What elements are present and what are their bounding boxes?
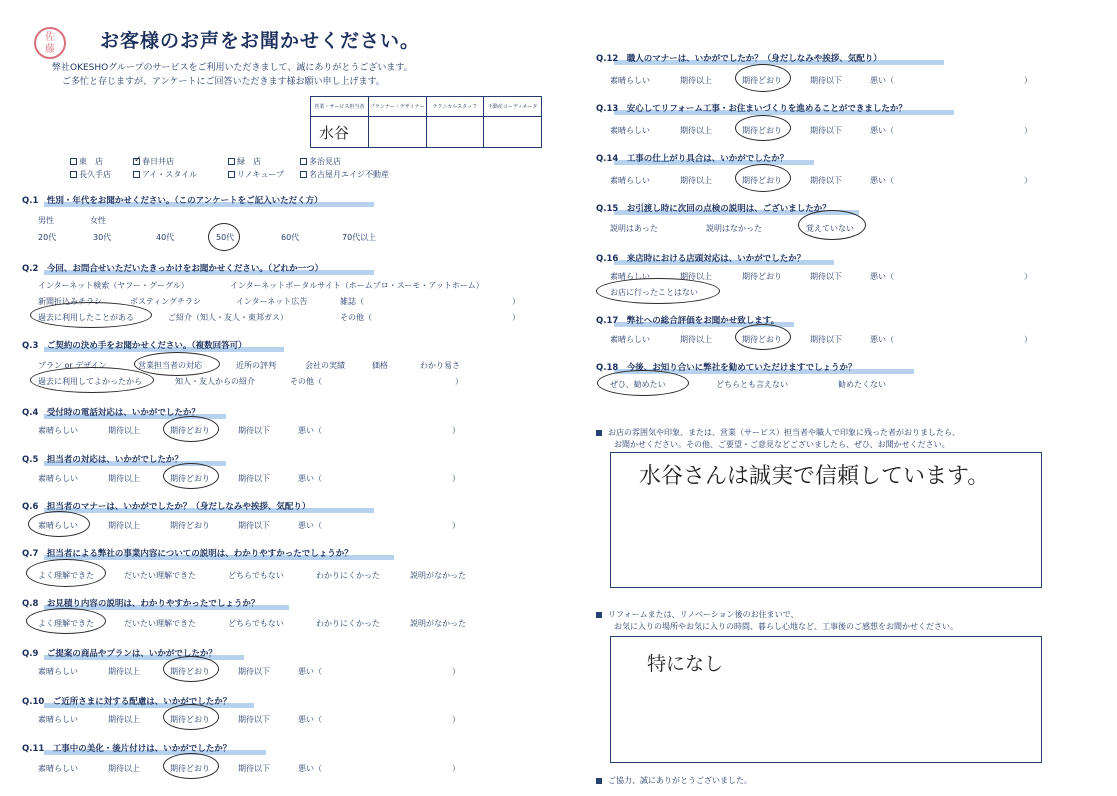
page-title: お客様のお声をお聞かせください。 [100,30,421,52]
intro-line-2: ご多忙と存じますが、アンケートにご回答いただきます様お願い申し上げます。 [62,77,385,87]
comment2-prompt-b: お気に入りの場所やお気に入りの時間、暮らし心地など、工事後のご感想をお聞かせください。 [614,622,958,631]
q3-answer-circle-past [30,367,154,393]
q12-answer-circle [735,64,791,92]
q14-opt-bad-close: ） [1024,176,1032,185]
q9-opt-below[interactable]: 期待以下 [238,667,270,676]
q2-opt-magazine-close: ） [512,297,520,306]
q5-opt-excellent[interactable]: 素晴らしい [38,474,78,483]
store-kasugai[interactable]: ✓ 春日井店 [134,155,174,166]
q2-opt-magazine[interactable]: 雑誌（ [340,297,364,306]
store-renocube[interactable]: リノキューブ [228,170,284,180]
q13-title: Q.13 安心してリフォーム工事・お住まいづくりを進めることができましたか？ [596,104,907,114]
q14-opt-expected[interactable]: 期待どおり [742,176,782,185]
q11-opt-below[interactable]: 期待以下 [238,764,270,773]
checkbox[interactable] [228,158,235,165]
q11-answer-circle [163,753,219,779]
q11-opt-expected[interactable]: 期待どおり [170,764,210,773]
hanko-stamp [34,27,66,59]
q16-opt-never[interactable]: お店に行ったことはない [610,288,698,297]
q11-opt-above[interactable]: 期待以上 [108,764,140,773]
checkbox[interactable] [228,171,235,178]
q13-opt-below[interactable]: 期待以下 [810,126,842,135]
q18-title: Q.18 今後、お知り合いに弊社を勧めていただけますでしょうか？ [596,363,857,373]
q3-opt-past[interactable]: 過去に利用してよかったから [38,377,142,386]
q18-opt-yes[interactable]: ぜひ、勧めたい [610,380,666,389]
q11-opt-bad-close: ） [452,764,460,773]
store-nagakute[interactable]: 長久手店 [70,170,111,180]
q7-opt-very[interactable]: よく理解できた [38,571,94,580]
q5-opt-expected[interactable]: 期待どおり [170,474,210,483]
checkbox[interactable] [133,171,140,178]
q9-opt-excellent[interactable]: 素晴らしい [38,667,78,676]
q13-opt-excellent[interactable]: 素晴らしい [610,126,650,135]
q2-opt-flyer[interactable]: 新聞折込みチラシ [38,297,102,306]
q1-title: Q.1 性別・年代をお聞かせください。（このアンケートをご記入いただく方） [22,196,323,206]
q10-opt-below[interactable]: 期待以下 [238,715,270,724]
q4-opt-above[interactable]: 期待以上 [108,426,140,435]
q11-opt-excellent[interactable]: 素晴らしい [38,764,78,773]
q1-opt-20s[interactable]: 20代 [38,233,57,242]
q10-opt-bad[interactable]: 悪い（ [298,715,322,724]
q7-opt-mostly[interactable]: だいたい理解できた [124,571,196,580]
q1-opt-60s[interactable]: 60代 [281,233,300,242]
q2-opt-portal[interactable]: インターネットポータルサイト（ホームプロ・スーモ・アットホーム） [230,281,484,290]
q9-opt-above[interactable]: 期待以上 [108,667,140,676]
q9-opt-expected[interactable]: 期待どおり [170,667,210,676]
q15-opt-yes[interactable]: 説明はあった [610,224,658,233]
q3-opt-price[interactable]: 価格 [372,361,388,370]
q6-opt-below[interactable]: 期待以下 [238,521,270,530]
q15-opt-no[interactable]: 説明はなかった [706,224,762,233]
comment2-answer: 特になし [647,653,724,675]
q3-title: Q.3 ご契約の決め手をお聞かせください。（複数回答可） [22,341,247,351]
q13-opt-bad-close: ） [1024,126,1032,135]
q17-title: Q.17 弊社への総合評価をお聞かせ致します。 [596,316,780,326]
q2-opt-other-close: ） [512,313,520,322]
store-midori[interactable]: 緑 店 [228,157,261,167]
comment2-box[interactable] [610,636,1042,763]
q2-opt-posting[interactable]: ポスティングチラシ [130,297,202,306]
q15-answer-circle [798,210,866,240]
q13-opt-bad[interactable]: 悪い（ [870,126,894,135]
q4-opt-expected[interactable]: 期待どおり [170,426,210,435]
q8-opt-unclear[interactable]: わかりにくかった [316,619,380,628]
q14-opt-below[interactable]: 期待以下 [810,176,842,185]
q12-title: Q.12 職人のマナーは、いかがでしたか？（身だしなみや挨拶、気配り） [596,54,882,64]
checkbox[interactable] [300,158,307,165]
q6-opt-expected[interactable]: 期待どおり [170,521,210,530]
q4-title: Q.4 受付時の電話対応は、いかがでしたか？ [22,408,200,418]
q13-answer-circle [735,115,791,141]
q12-opt-bad[interactable]: 悪い（ [870,76,894,85]
q15-opt-dontremember[interactable]: 覚えていない [806,224,854,233]
q2-opt-past[interactable]: 過去に利用したことがある [38,313,134,322]
q10-opt-excellent[interactable]: 素晴らしい [38,715,78,724]
comment1-prompt-b: お聞かせください。その他、ご要望・ご意見などございましたら、ぜひ、お聞かせください。 [614,440,950,449]
q17-opt-bad[interactable]: 悪い（ [870,335,894,344]
checkbox-checked[interactable]: ✓ [134,155,142,165]
q3-opt-plan[interactable]: プラン or デザイン [38,361,107,370]
bullet-square-icon [596,430,602,436]
q16-opt-below[interactable]: 期待以下 [810,272,842,281]
q10-answer-circle [163,704,219,730]
q12-opt-expected[interactable]: 期待どおり [742,76,782,85]
q16-answer-circle [596,278,720,304]
q6-opt-excellent[interactable]: 素晴らしい [38,521,78,530]
staff-col-sales: 営業・サービス担当者 [311,97,369,116]
staff-col-planner: プランナー・デザイナー [369,97,427,116]
q7-title: Q.7 担当者による弊社の事業内容についての説明は、わかりやすかったでしょうか？ [22,549,353,559]
store-istyle[interactable]: アイ・スタイル [133,170,197,180]
q4-opt-bad-close: ） [452,426,460,435]
q5-answer-circle [163,463,219,489]
q4-opt-bad[interactable]: 悪い（ [298,426,322,435]
q3-answer-circle-sales [134,352,220,376]
q16-opt-expected[interactable]: 期待どおり [742,272,782,281]
q12-opt-below[interactable]: 期待以下 [810,76,842,85]
thanks-line: ご協力、誠にありがとうございました。 [596,776,752,786]
staff-sales-handwritten: 水谷 [319,124,350,142]
store-tajimi[interactable]: 多治見店 [300,157,341,167]
q3-opt-other-close: ） [455,377,463,386]
q11-opt-bad[interactable]: 悪い（ [298,764,322,773]
q3-opt-reputation[interactable]: 近所の評判 [236,361,276,370]
q2-opt-search[interactable]: インターネット検索（ヤフー・グーグル） [38,281,189,290]
q18-opt-neutral[interactable]: どちらとも言えない [716,380,788,389]
q1-opt-male[interactable]: 男性 [38,216,54,225]
q1-answer-circle [208,223,240,251]
staff-table [310,96,542,148]
q16-opt-above[interactable]: 期待以上 [680,272,712,281]
checkbox[interactable] [300,171,307,178]
q1-opt-40s[interactable]: 40代 [156,233,175,242]
comment1-answer: 水谷さんは誠実で信頼しています。 [639,464,990,489]
q6-title: Q.6 担当者のマナーは、いかがでしたか？（身だしなみや挨拶、気配り） [22,502,311,512]
q3-opt-record[interactable]: 会社の実績 [305,361,345,370]
q9-title: Q.9 ご提案の商品やプランは、いかがでしたか？ [22,649,217,659]
q16-opt-excellent[interactable]: 素晴らしい [610,272,650,281]
q16-title: Q.16 来店時における店頭対応は、いかがでしたか？ [596,254,806,264]
q9-answer-circle [163,656,219,682]
q6-opt-bad[interactable]: 悪い（ [298,521,322,530]
q14-opt-bad[interactable]: 悪い（ [870,176,894,185]
store-realestate[interactable]: 名古屋月エイジ不動産 [300,170,389,180]
q8-opt-very[interactable]: よく理解できた [38,619,94,628]
q17-opt-excellent[interactable]: 素晴らしい [610,335,650,344]
q3-opt-friend[interactable]: 知人・友人からの紹介 [175,377,255,386]
bullet-square-icon [596,612,602,618]
q7-opt-unclear[interactable]: わかりにくかった [316,571,380,580]
q6-opt-above[interactable]: 期待以上 [108,521,140,530]
q2-opt-referral[interactable]: ご紹介（知人・友人・東邦ガス） [168,313,288,322]
checkbox[interactable] [70,158,77,165]
q5-title: Q.5 担当者の対応は、いかがでしたか？ [22,455,183,465]
q5-opt-below[interactable]: 期待以下 [238,474,270,483]
intro-line-1: 弊社OKESHOグループのサービスをご利用いただきまして、誠にありがとうございます。 [52,63,413,73]
q1-opt-30s[interactable]: 30代 [93,233,112,242]
q14-title: Q.14 工事の仕上がり具合は、いかがでしたか？ [596,154,789,164]
q17-opt-below[interactable]: 期待以下 [810,335,842,344]
q1-opt-female[interactable]: 女性 [90,216,106,225]
q15-title: Q.15 お引渡し時に次回の点検の説明は、ございましたか？ [596,204,831,214]
q3-opt-other[interactable]: その他（ [290,377,322,386]
staff-col-tech: テクニカルスタッフ [427,97,485,116]
q17-answer-circle [735,324,791,350]
q5-opt-bad-close: ） [452,474,460,483]
q2-opt-netad[interactable]: インターネット広告 [236,297,308,306]
q17-opt-expected[interactable]: 期待どおり [742,335,782,344]
q4-opt-below[interactable]: 期待以下 [238,426,270,435]
q10-opt-expected[interactable]: 期待どおり [170,715,210,724]
q2-opt-other[interactable]: その他（ [340,313,372,322]
q10-title: Q.10 ご近所さまに対する配慮は、いかがでしたか？ [22,697,232,707]
bullet-square-icon [596,778,602,784]
q8-title: Q.8 お見積り内容の説明は、わかりやすかったでしょうか？ [22,599,260,609]
q18-opt-no[interactable]: 勧めたくない [838,380,886,389]
q4-opt-excellent[interactable]: 素晴らしい [38,426,78,435]
q8-opt-mostly[interactable]: だいたい理解できた [124,619,196,628]
q5-opt-bad[interactable]: 悪い（ [298,474,322,483]
comment2-prompt-a: リフォームまたは、リノベーション後のお住まいで、 [596,610,798,620]
q7-answer-circle [26,559,106,587]
q17-opt-bad-close: ） [1024,335,1032,344]
checkbox[interactable] [70,171,77,178]
q1-opt-50s[interactable]: 50代 [216,233,235,242]
q16-opt-bad[interactable]: 悪い（ [870,272,894,281]
q17-opt-above[interactable]: 期待以上 [680,335,712,344]
q14-answer-circle [735,164,791,192]
q14-opt-excellent[interactable]: 素晴らしい [610,176,650,185]
q8-opt-neutral[interactable]: どちらでもない [228,619,284,628]
q7-opt-none[interactable]: 説明がなかった [410,571,466,580]
q9-opt-bad[interactable]: 悪い（ [298,667,322,676]
q12-opt-bad-close: ） [1024,76,1032,85]
q2-title: Q.2 今回、お問合せいただいたきっかけをお聞かせください。（どれか一つ） [22,264,324,274]
q9-opt-bad-close: ） [452,667,460,676]
q14-opt-above[interactable]: 期待以上 [680,176,712,185]
q8-opt-none[interactable]: 説明がなかった [410,619,466,628]
q18-answer-circle [597,370,689,396]
q5-opt-above[interactable]: 期待以上 [108,474,140,483]
comment1-prompt-a: お店の雰囲気や印象、または、営業（サービス）担当者や職人で印象に残った者がおりましたら、 [596,428,960,438]
q7-opt-neutral[interactable]: どちらでもない [228,571,284,580]
q11-title: Q.11 工事中の美化・後片付けは、いかがでしたか？ [22,744,232,754]
store-higashi[interactable]: 東 店 [70,157,103,167]
stamp-text: 佐藤 [45,32,55,55]
q10-opt-bad-close: ） [452,715,460,724]
q6-answer-circle [28,511,90,537]
q12-opt-excellent[interactable]: 素晴らしい [610,76,650,85]
q12-opt-above[interactable]: 期待以上 [680,76,712,85]
q8-answer-circle [26,608,106,634]
q13-opt-above[interactable]: 期待以上 [680,126,712,135]
staff-col-realestate: 不動産コーディネータ [487,104,538,110]
q13-opt-expected[interactable]: 期待どおり [742,126,782,135]
q1-opt-70s[interactable]: 70代以上 [342,233,377,242]
q2-answer-circle [30,302,152,328]
q3-opt-sales[interactable]: 営業担当者の対応 [138,361,202,370]
comment1-box[interactable] [610,452,1042,588]
q4-answer-circle [163,416,219,442]
q3-opt-clarity[interactable]: わかり易さ [420,361,460,370]
q16-opt-bad-close: ） [1024,272,1032,281]
q10-opt-above[interactable]: 期待以上 [108,715,140,724]
q6-opt-bad-close: ） [452,521,460,530]
